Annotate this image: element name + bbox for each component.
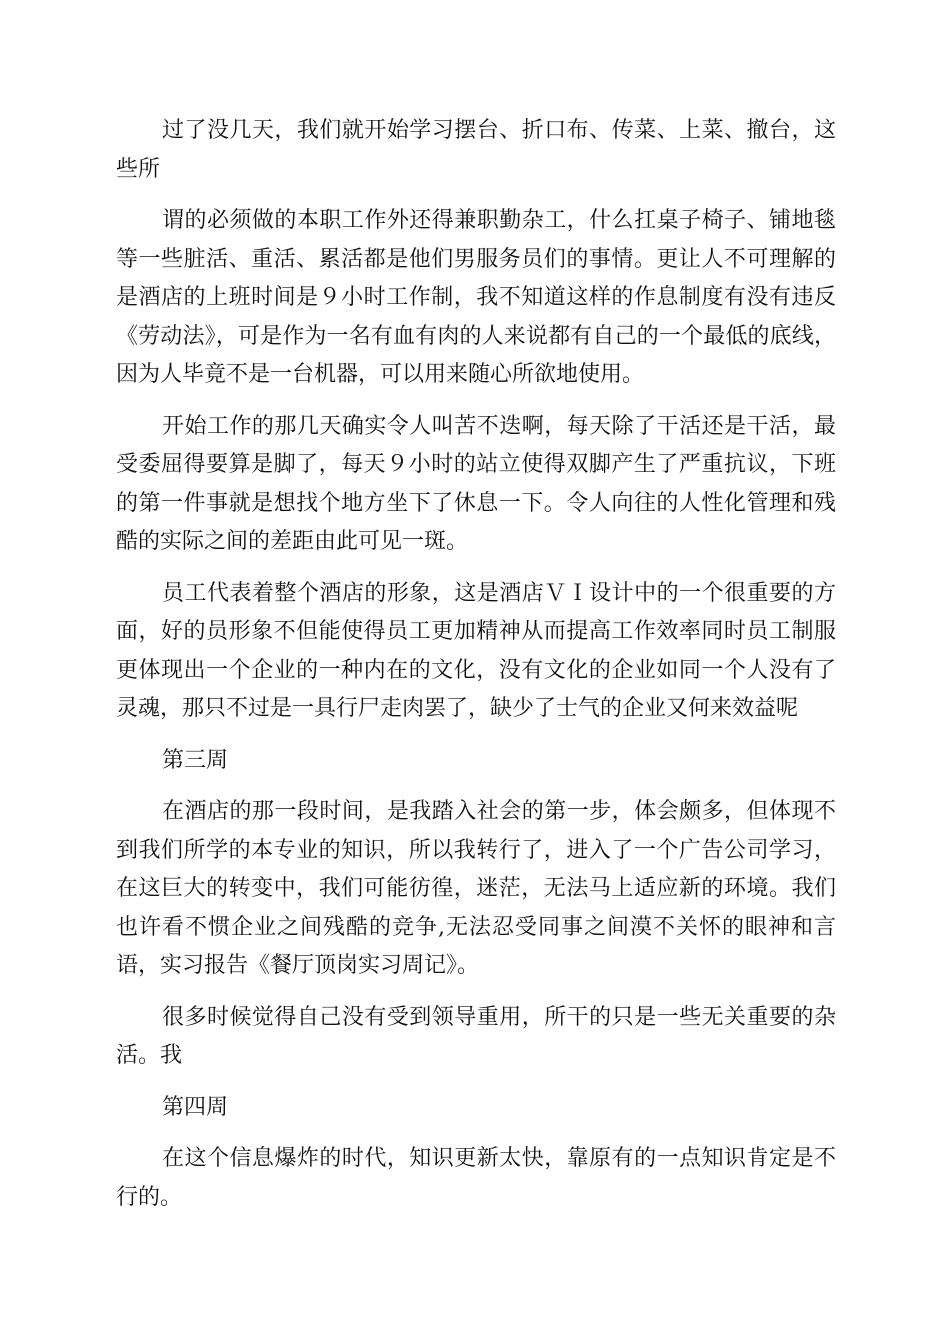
paragraph-3: 开始工作的那几天确实令人叫苦不迭啊，每天除了干活还是干活，最受委屈得要算是脚了，每天９小时的站立使得双脚产生了严重抗议，下班的第一件事就是想找个地方坐下了休息一下。令人向往的人性化管理和残酷的实际之间的差距由此可见一斑。 xyxy=(116,413,836,554)
paragraph-2: 谓的必须做的本职工作外还得兼职勤杂工，什么扛桌子椅子、铺地毯等一些脏活、重活、累活都是他们男服务员们的事情。更让人不可理解的是酒店的上班时间是９小时工作制，我不知道这样的作息制度有没有违反《劳动法》，可是作为一名有血有肉的人来说都有自己的一个最低的底线，因为人毕竟不是一台机器，可以用来随心所欲地使用。 xyxy=(116,208,836,387)
paragraph-1: 过了没几天，我们就开始学习摆台、折口布、传菜、上菜、撤台，这些所 xyxy=(116,118,836,182)
section-heading-week-3: 第三周 xyxy=(162,747,229,773)
paragraph-7: 在这个信息爆炸的时代，知识更新太快，靠原有的一点知识肯定是不行的。 xyxy=(116,1146,836,1210)
section-heading-week-4: 第四周 xyxy=(162,1094,229,1120)
document-body xyxy=(116,112,836,1230)
paragraph-6: 很多时候觉得自己没有受到领导重用，所干的只是一些无关重要的杂活。我 xyxy=(116,1004,836,1068)
paragraph-5: 在酒店的那一段时间，是我踏入社会的第一步，体会颇多，但体现不到我们所学的本专业的知识，所以我转行了，进入了一个广告公司学习，在这巨大的转变中，我们可能彷徨，迷茫，无法马上适应新的环境。我们也许看不惯企业之间残酷的竞争,无法忍受同事之间漠不关怀的眼神和言语，实习报告《餐厅顶岗实习周记》。 xyxy=(116,799,836,978)
paragraph-4: 员工代表着整个酒店的形象，这是酒店ＶＩ设计中的一个很重要的方面，好的员形象不但能使得员工更加精神从而提高工作效率同时员工制服更体现出一个企业的一种内在的文化，没有文化的企业如同一个人没有了灵魂，那只不过是一具行尸走肉罢了，缺少了士气的企业又何来效益呢 xyxy=(116,580,836,721)
